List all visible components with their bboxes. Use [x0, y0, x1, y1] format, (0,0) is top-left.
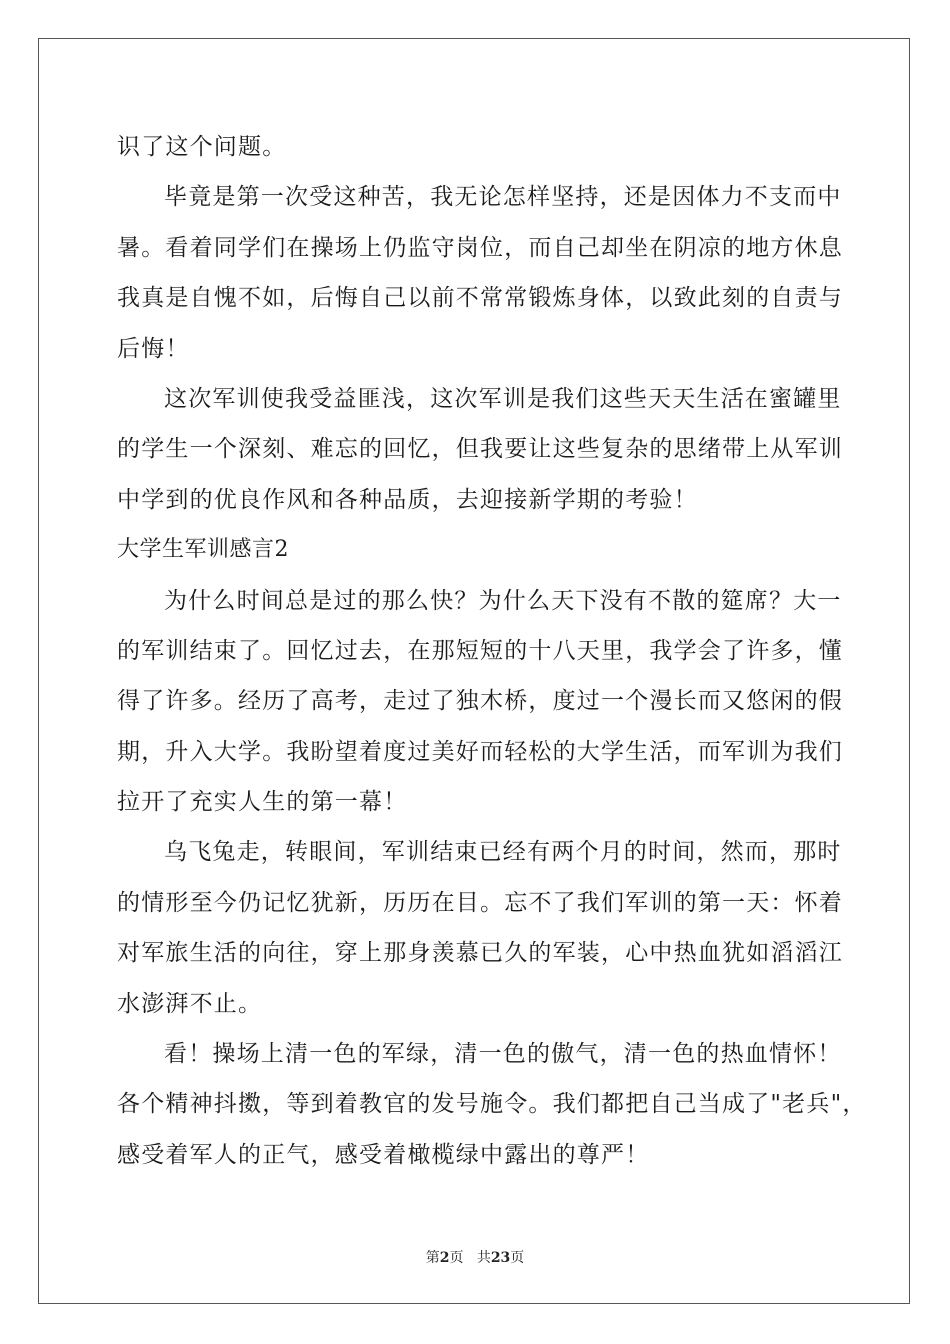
text-line: 的情形至今仍记忆犹新，历历在目。忘不了我们军训的第一天：怀着 — [117, 889, 843, 916]
text-line: 识了这个问题。 — [117, 134, 287, 160]
text-line: 后悔！ — [117, 335, 190, 362]
text-line: 我真是自愧不如，后悔自己以前不常常锻炼身体，以致此刻的自责与 — [117, 285, 843, 312]
section-heading: 大学生军训感言2 — [117, 537, 289, 563]
text-line: 各个精神抖擞，等到着教官的发号施令。我们都把自己当成了"老兵"， — [117, 1091, 867, 1118]
text-line: 拉开了充实人生的第一幕！ — [117, 789, 408, 816]
text-line: 的军训结束了。回忆过去，在那短短的十八天里，我学会了许多，懂 — [117, 637, 843, 664]
text-line: 水澎湃不止。 — [117, 990, 263, 1017]
text-line: 毕竟是第一次受这种苦，我无论怎样坚持，还是因体力不支而中 — [164, 184, 842, 211]
footer-page-suffix: 页 — [449, 1250, 464, 1266]
text-line: 对军旅生活的向往，穿上那身羡慕已久的军装，心中热血犹如滔滔江 — [117, 940, 843, 967]
footer-total-prefix: 共 — [476, 1250, 491, 1266]
text-line: 乌飞兔走，转眼间，军训结束已经有两个月的时间，然而，那时 — [164, 839, 842, 866]
footer-prefix: 第 — [425, 1250, 440, 1266]
text-line: 这次军训使我受益匪浅，这次军训是我们这些天天生活在蜜罐里 — [164, 385, 842, 412]
document-body — [117, 122, 867, 1180]
text-line: 期，升入大学。我盼望着度过美好而轻松的大学生活，而军训为我们 — [117, 738, 843, 765]
text-line: 看！操场上清一色的军绿，清一色的傲气，清一色的热血情怀！ — [164, 1041, 842, 1068]
text-line: 得了许多。经历了高考，走过了独木桥，度过一个漫长而又悠闲的假 — [117, 688, 843, 715]
text-line: 的学生一个深刻、难忘的回忆，但我要让这些复杂的思绪带上从军训 — [117, 436, 843, 463]
current-page-number: 2 — [439, 1250, 450, 1266]
text-line: 为什么时间总是过的那么快？为什么天下没有不散的筵席？大一 — [164, 587, 842, 614]
text-line: 感受着军人的正气，感受着橄榄绿中露出的尊严！ — [117, 1141, 650, 1168]
total-page-count: 23 — [490, 1250, 511, 1266]
footer-total-suffix: 页 — [510, 1250, 525, 1266]
page-footer — [0, 1247, 950, 1267]
text-line: 暑。看着同学们在操场上仍监守岗位，而自己却坐在阴凉的地方休息 — [117, 234, 843, 261]
text-line: 中学到的优良作风和各种品质，去迎接新学期的考验！ — [117, 486, 698, 513]
